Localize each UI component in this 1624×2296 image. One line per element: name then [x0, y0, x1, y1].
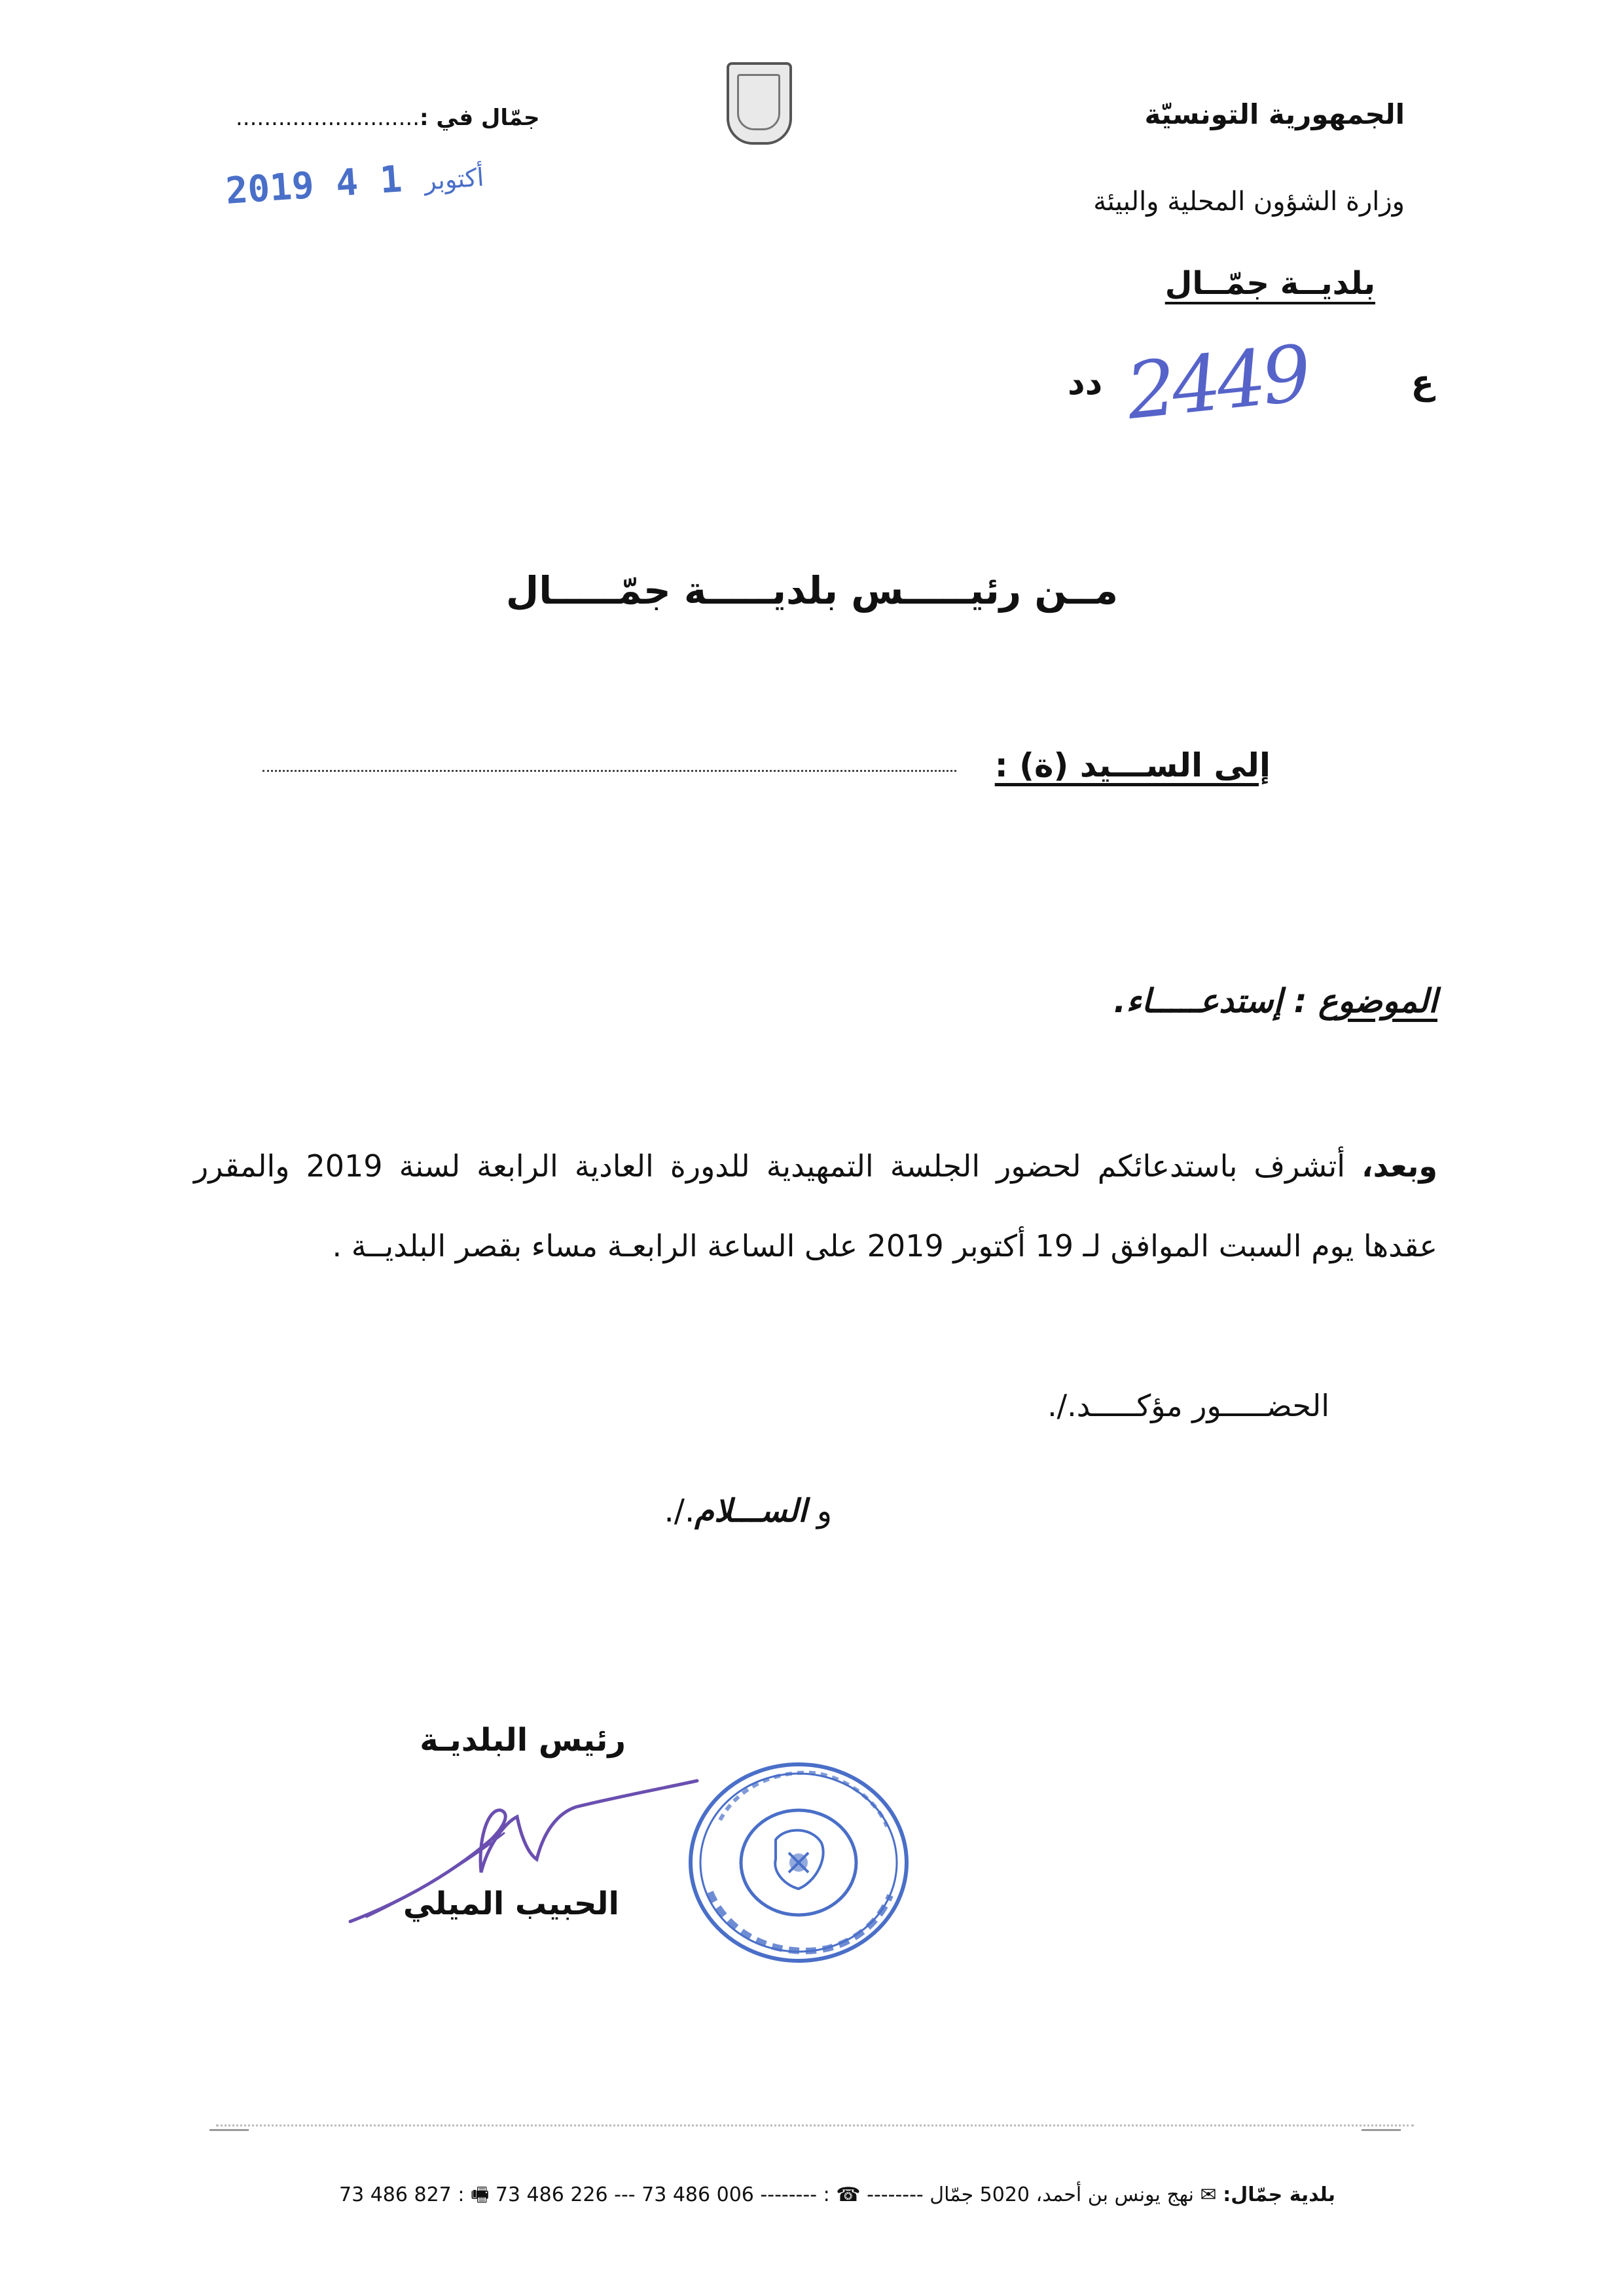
subject-label: الموضوع	[1318, 982, 1437, 1020]
fax-icon: : 🖷	[458, 2183, 496, 2206]
footer-divider	[216, 2124, 1414, 2126]
mail-icon: ✉	[1200, 2183, 1223, 2206]
footer-phones: 73 486 226 --- 73 486 006 --------	[495, 2183, 818, 2206]
footer-address-text: نهج يونس بن أحمد، 5020 جمّال --------	[867, 2183, 1200, 2206]
republic-emblem-icon	[727, 62, 792, 145]
date-stamp-day: 1 4	[334, 158, 404, 206]
attendance-confirmed: الحضـــــور مؤكـــــد./.	[1047, 1388, 1329, 1423]
reference-handwritten: 2449	[1122, 327, 1312, 437]
body-paragraph	[194, 1126, 1437, 1286]
recipient-line	[262, 746, 1271, 799]
subject-line	[1113, 982, 1437, 1020]
place-date-dots: ..........................	[236, 105, 420, 131]
signatory-name: الحبيب الميلي	[403, 1886, 619, 1922]
date-stamp	[225, 153, 485, 213]
republic-title: الجمهورية التونسيّة	[1144, 98, 1405, 130]
signatory-title: رئيس البلديـة	[420, 1722, 626, 1758]
closing-salutation	[664, 1493, 832, 1529]
salutation-suffix: ./.	[664, 1493, 695, 1529]
date-stamp-year: 2019	[224, 164, 316, 213]
salutation-word: الســـلام	[695, 1493, 807, 1529]
municipal-seal-stamp	[681, 1755, 916, 1971]
subject-value: إستدعـــــاء.	[1113, 982, 1283, 1020]
footer-rule-right	[1362, 2129, 1401, 2131]
reference-suffix: دد	[1068, 363, 1103, 403]
recipient-label: إلى الســـيد (ة) :	[994, 746, 1271, 784]
footer-contact	[196, 2180, 1335, 2214]
from-line	[0, 568, 1624, 613]
municipality-title: بلديــة جمّــال	[1164, 265, 1375, 302]
ministry-title: وزارة الشؤون المحلية والبيئة	[1093, 187, 1405, 217]
footer-rule-left	[209, 2129, 249, 2131]
phone-icon: : ☎	[823, 2183, 867, 2206]
from-line-text: مــن رئيـــــس بلديـــــة جمّـــــال	[505, 568, 1119, 613]
subject-separator: :	[1282, 982, 1319, 1020]
body-text: أتشرف باستدعائكم لحضور الجلسة التمهيدية للدورة العادية الرابعة لسنة 2019 والمقرر عقدها يوم السبت الموافق لـ 19 أكتوبر 2019 على الساعة الرابعـة مساء بقصر البلديــة .	[194, 1148, 1437, 1264]
footer-address	[867, 2183, 1335, 2206]
recipient-dotted-line	[262, 770, 956, 772]
reference-number	[1068, 327, 1434, 437]
salutation-prefix: و	[806, 1493, 832, 1529]
date-stamp-month: أكتوبر	[423, 162, 485, 196]
footer-address-label: بلدية جمّال:	[1223, 2183, 1335, 2206]
reference-prefix: ع	[1411, 363, 1434, 403]
footer-fax: 73 486 827	[338, 2183, 452, 2206]
place-date-label: جمّال في :	[420, 105, 540, 131]
body-opening: وبعد،	[1362, 1148, 1437, 1184]
place-date-line	[236, 105, 540, 131]
